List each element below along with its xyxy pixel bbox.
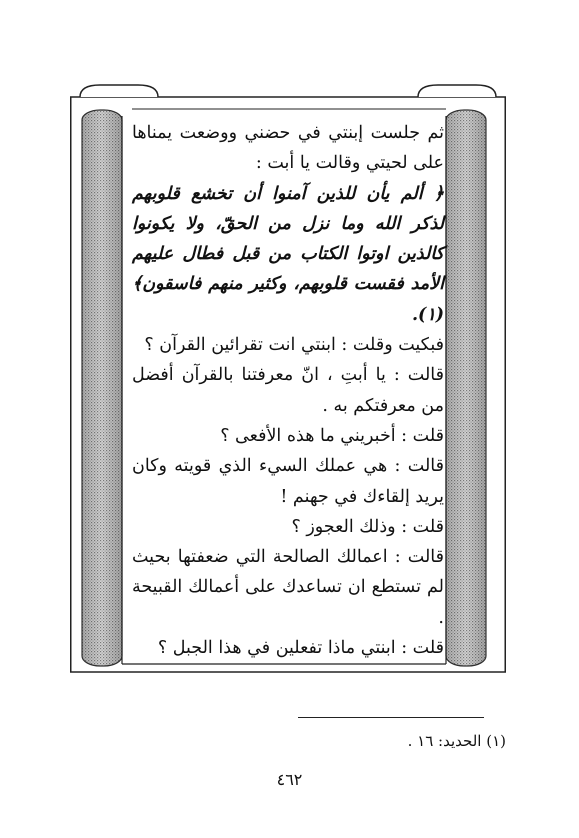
quran-verse: ﴿ ألم يأن للذين آمنوا أن تخشع قلوبهم لذكر الله وما نزل من الحقّ، ولا يكونوا كالذين اوتوا الكتاب من قبل فطال عليهم الأمد فقست قلوبهم، وكثير منهم فاسقون﴾(١). [132,183,444,325]
left-roller [82,110,122,666]
main-text [132,118,444,663]
page-number: ٤٦٢ [276,770,303,789]
paragraph-question-quran: فبكيت وقلت : ابنتي انت تقرائين القرآن ؟ [144,335,444,356]
paragraph-answer-knowledge: قالت : يا أبتِ ، انّ معرفتنا بالقرآن أفضل من معرفتكم به . [132,365,444,416]
paragraph-answer-snake: قالت : هي عملك السيء الذي قويته وكان يريد إلقاءك في جهنم ! [132,456,444,507]
right-roller [446,110,486,666]
paragraph-question-snake: قلت : أخبريني ما هذه الأفعى ؟ [220,425,444,446]
paragraph-answer-old-man: قالت : اعمالك الصالحة التي ضعفتها بحيث لم تستطع ان تساعدك على أعمالك القبيحة . [132,547,444,628]
paragraph-question-old-man: قلت : وذلك العجوز ؟ [291,516,444,537]
footnote-divider [298,717,484,718]
paragraph-question-mountain: قلت : ابنتي ماذا تفعلين في هذا الجبل ؟ [157,638,444,659]
paragraph-intro: ثم جلست إبنتي في حضني ووضعت يمناها على لحيتي وقالت يا أبت : [132,123,444,174]
footnote: (١) الحديد: ١٦ . [407,732,506,750]
